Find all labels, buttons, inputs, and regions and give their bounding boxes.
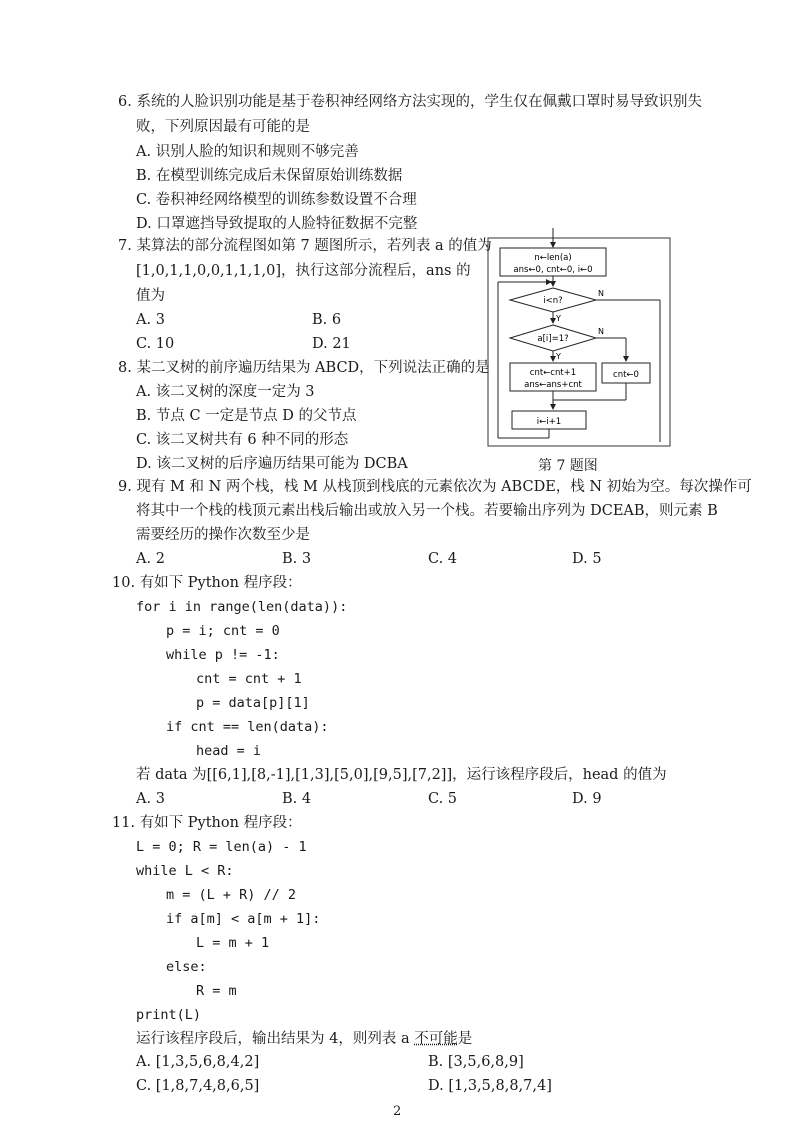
q10-stem: 10. 有如下 Python 程序段： — [112, 575, 302, 591]
q11-code-line6: else: — [166, 959, 207, 975]
q11-question-post: 是 — [457, 1031, 473, 1047]
q10-question: 若 data 为[[6,1],[8,-1],[1,3],[5,0],[9,5],[7,2]]，运行该程序段后，head 的值为 — [136, 767, 667, 783]
q10-code-line2: p = i; cnt = 0 — [166, 623, 280, 639]
q7-option-b: B. 6 — [312, 312, 342, 328]
q8-option-d: D. 该二叉树的后序遍历结果可能为 DCBA — [136, 456, 408, 472]
q11-code-line4: if a[m] < a[m + 1]: — [166, 911, 321, 927]
q9-option-d: D. 5 — [572, 551, 602, 567]
flow-cond1-text: i<n? — [543, 296, 563, 306]
q6-option-b: B. 在模型训练完成后未保留原始训练数据 — [136, 168, 403, 184]
q11-option-d: D. [1,3,5,8,8,7,4] — [428, 1078, 552, 1094]
flow-yes-text2: ans←ans+cnt — [524, 380, 582, 390]
flow-yes-text1: cnt←cnt+1 — [529, 368, 577, 378]
q11-stem: 11. 有如下 Python 程序段： — [112, 815, 302, 831]
q9-option-a: A. 2 — [136, 551, 165, 567]
q9-option-b: B. 3 — [282, 551, 312, 567]
q7-stem-line1: 7. 某算法的部分流程图如第 7 题图所示，若列表 a 的值为 — [118, 238, 492, 254]
q10-code-line6: if cnt == len(data): — [166, 719, 329, 735]
q6-stem-line2: 败，下列原因最有可能的是 — [136, 119, 310, 135]
q7-option-c: C. 10 — [136, 336, 175, 352]
q7-stem-line3: 值为 — [136, 288, 165, 304]
q8-option-c: C. 该二叉树共有 6 种不同的形态 — [136, 432, 349, 448]
q11-option-b: B. [3,5,6,8,9] — [428, 1054, 524, 1070]
q10-code-line1: for i in range(len(data)): — [136, 599, 348, 615]
flow-incr-text: i←i+1 — [536, 417, 562, 427]
q9-stem-line2: 将其中一个栈的栈顶元素出栈后输出或放入另一个栈。若要输出序列为 DCEAB，则元素 B — [136, 503, 718, 519]
q9-option-c: C. 4 — [428, 551, 458, 567]
q10-code-line3: while p != -1: — [166, 647, 280, 663]
flow-no-text: cnt←0 — [613, 370, 639, 380]
q9-stem-line3: 需要经历的操作次数至少是 — [136, 527, 310, 543]
flow-init-text2: ans←0, cnt←0, i←0 — [513, 265, 593, 275]
q11-question-emphasis: 不可能 — [414, 1031, 458, 1047]
q10-option-c: C. 5 — [428, 791, 458, 807]
q7-stem-line2: [1,0,1,1,0,0,1,1,1,0]，执行这部分流程后，ans 的 — [136, 263, 471, 279]
q11-code-line7: R = m — [196, 983, 237, 999]
q8-stem: 8. 某二叉树的前序遍历结果为 ABCD，下列说法正确的是 — [118, 360, 490, 376]
q6-option-c: C. 卷积神经网络模型的训练参数设置不合理 — [136, 192, 417, 208]
q10-option-d: D. 9 — [572, 791, 602, 807]
flow-cond2-no: N — [598, 327, 604, 336]
q10-option-a: A. 3 — [136, 791, 165, 807]
page-number: 2 — [393, 1104, 402, 1119]
q11-code-line1: L = 0; R = len(a) - 1 — [136, 839, 307, 855]
q10-code-line5: p = data[p][1] — [196, 695, 310, 711]
q7-option-d: D. 21 — [312, 336, 351, 352]
q11-code-line2: while L < R: — [136, 863, 234, 879]
flow-cond2-yes: Y — [556, 352, 561, 361]
q10-code-line7: head = i — [196, 743, 262, 759]
q11-option-a: A. [1,3,5,6,8,4,2] — [136, 1054, 260, 1070]
q8-option-a: A. 该二叉树的深度一定为 3 — [136, 384, 315, 400]
q11-code-line3: m = (L + R) // 2 — [166, 887, 297, 903]
q11-option-c: C. [1,8,7,4,8,6,5] — [136, 1078, 260, 1094]
q7-option-a: A. 3 — [136, 312, 165, 328]
flow-init-text1: n←len(a) — [534, 253, 572, 263]
q11-question — [136, 1029, 472, 1049]
flow-cond2-text: a[i]=1? — [537, 334, 569, 344]
q11-code-line8: print(L) — [136, 1007, 202, 1023]
q11-question-pre: 运行该程序段后，输出结果为 4，则列表 a — [136, 1031, 415, 1047]
q6-option-d: D. 口罩遮挡导致提取的人脸特征数据不完整 — [136, 216, 418, 232]
q10-option-b: B. 4 — [282, 791, 312, 807]
q10-code-line4: cnt = cnt + 1 — [196, 671, 302, 687]
q11-code-line5: L = m + 1 — [196, 935, 270, 951]
flow-cond1-no: N — [598, 289, 604, 298]
q7-figure-caption: 第 7 题图 — [538, 458, 598, 474]
flow-cond1-yes: Y — [556, 314, 561, 323]
q8-option-b: B. 节点 C 一定是节点 D 的父节点 — [136, 408, 357, 424]
q7-flowchart — [480, 228, 680, 450]
q6-option-a: A. 识别人脸的知识和规则不够完善 — [136, 144, 359, 160]
q6-stem-line1: 6. 系统的人脸识别功能是基于卷积神经网络方法实现的，学生仅在佩戴口罩时易导致识别失 — [118, 94, 702, 110]
q9-stem-line1: 9. 现有 M 和 N 两个栈，栈 M 从栈顶到栈底的元素依次为 ABCDE，栈 N 初始为空。每次操作可 — [118, 479, 752, 495]
